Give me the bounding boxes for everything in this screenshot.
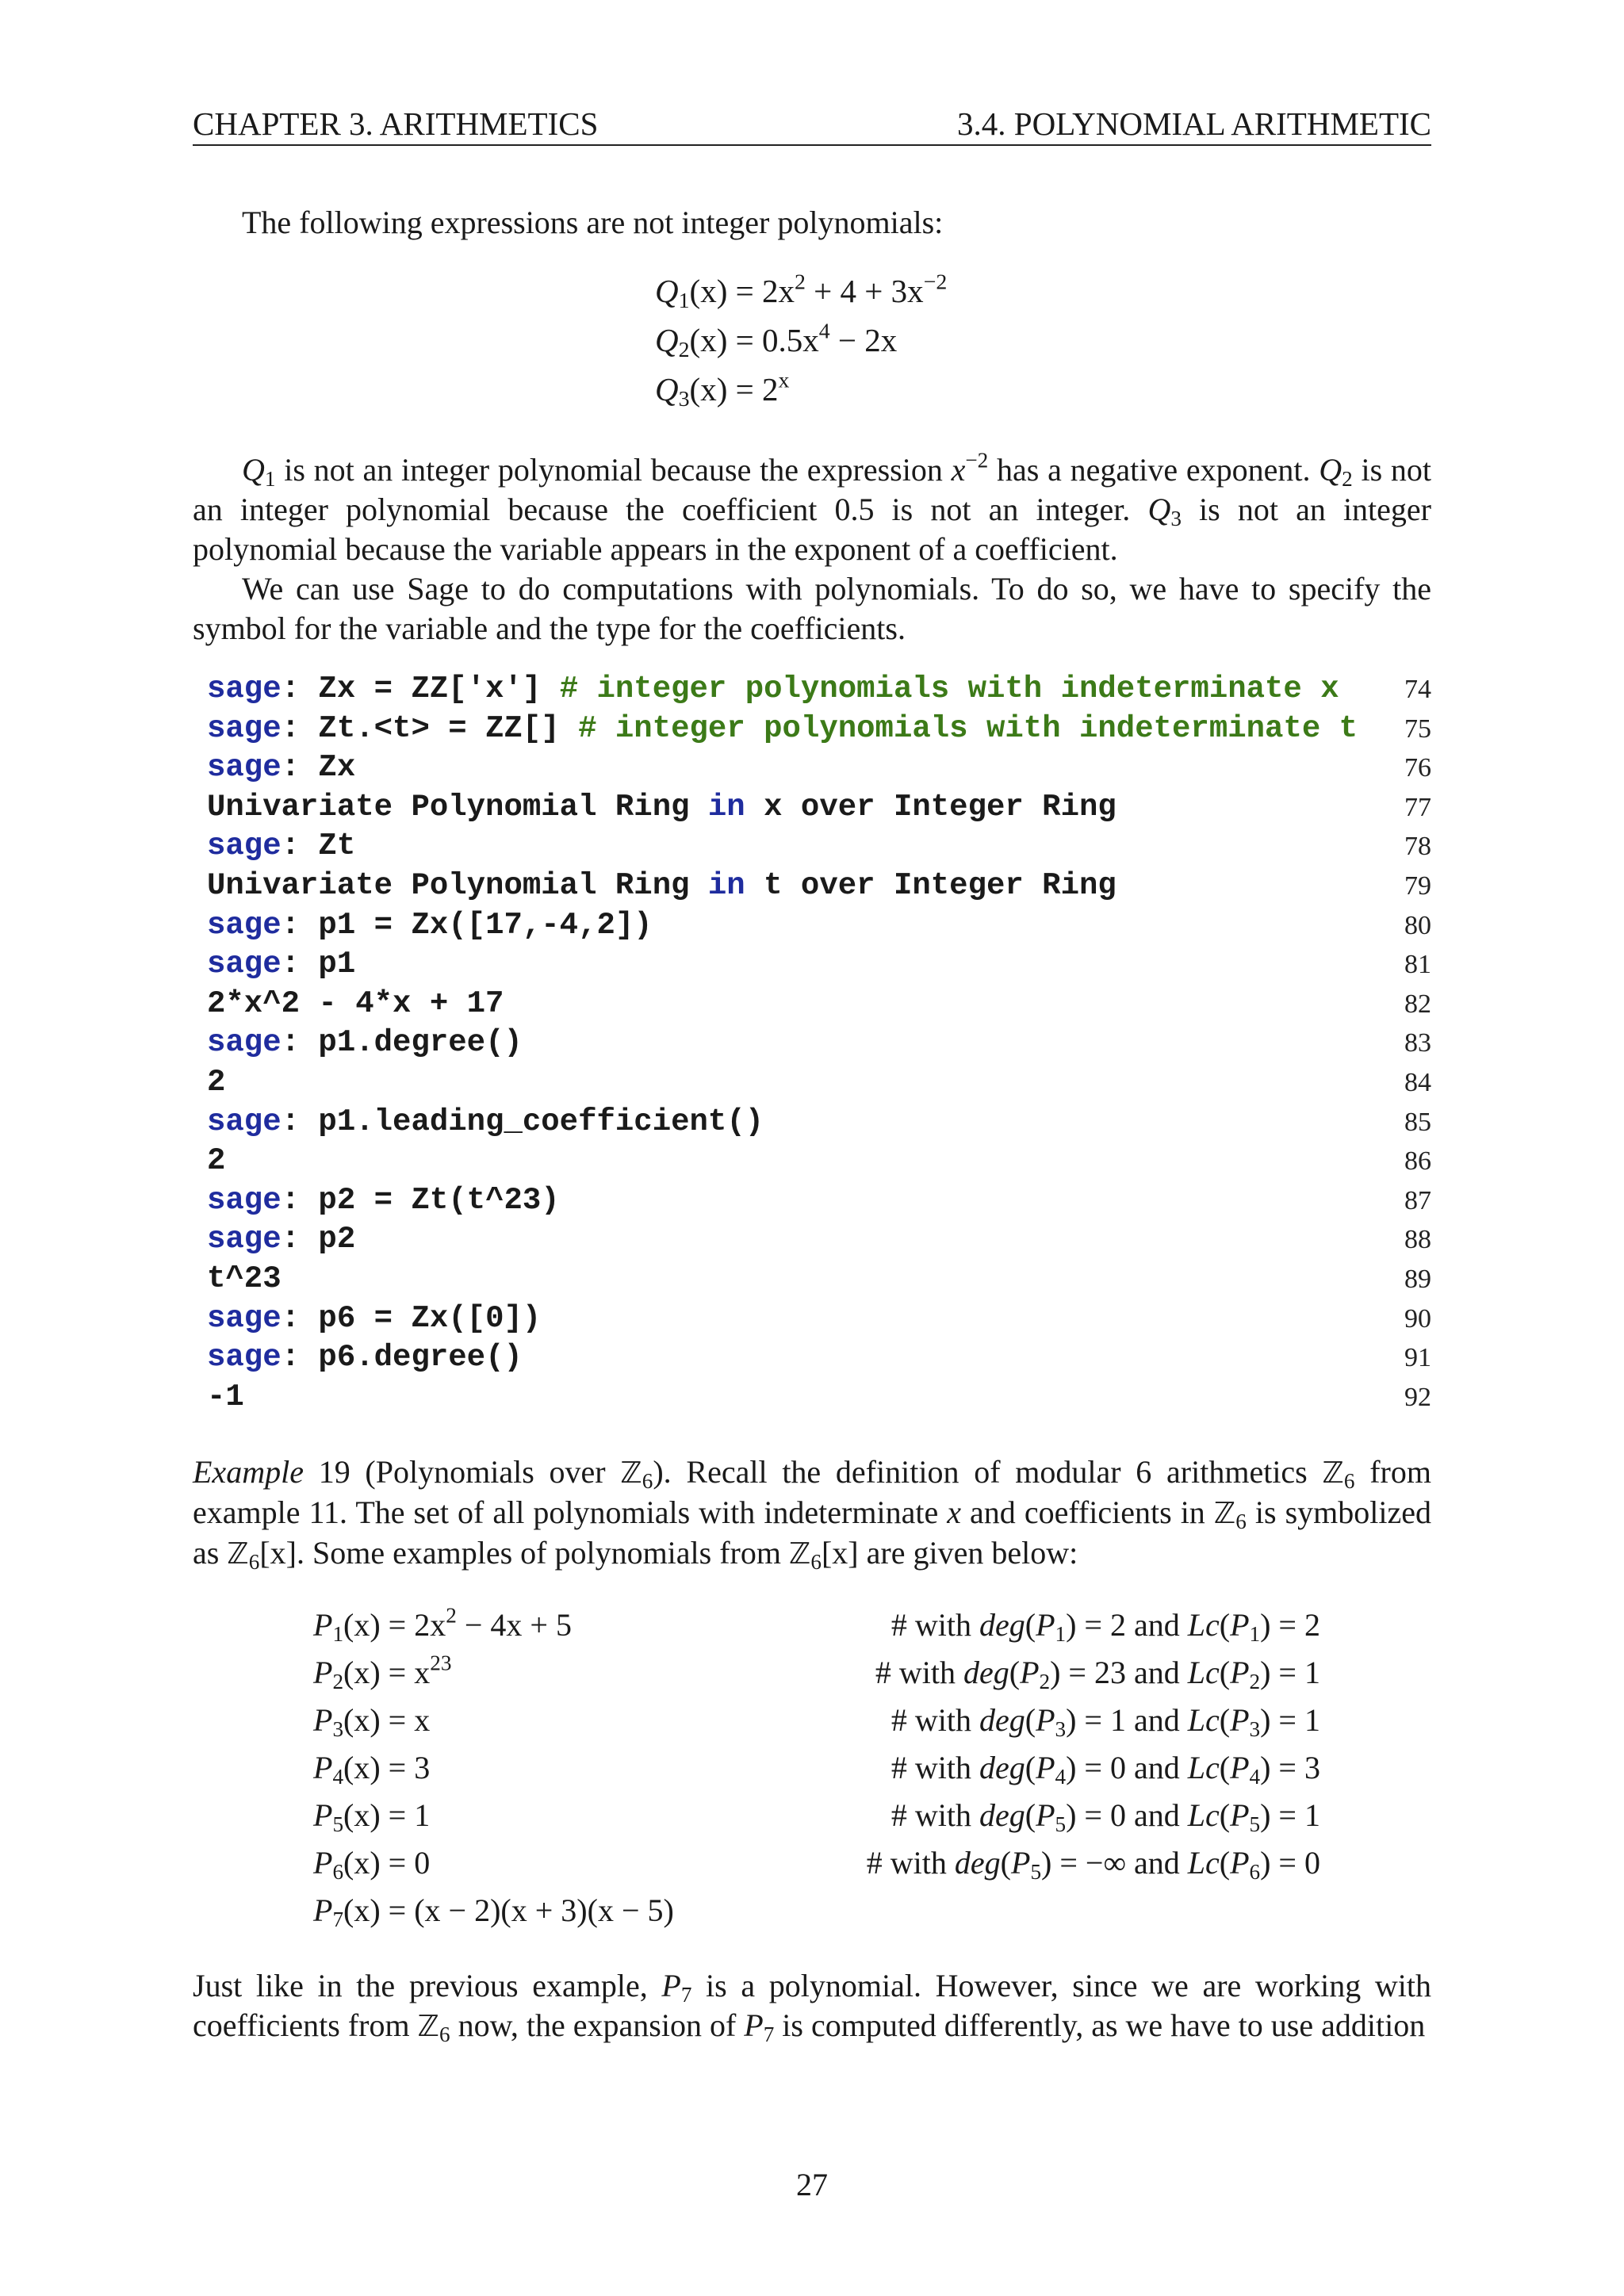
- sage-prompt: sage: [207, 1300, 282, 1336]
- code-line: sage: p1 = Zx([17,-4,2]) 80: [207, 906, 1431, 946]
- line-number: 83: [1404, 1028, 1431, 1058]
- line-number: 79: [1404, 871, 1431, 901]
- sage-prompt: sage: [207, 907, 282, 943]
- sage-prompt: sage: [207, 710, 282, 746]
- code-keyword: in: [707, 789, 745, 825]
- sage-prompt: sage: [207, 1222, 282, 1257]
- code-line: 2 84: [207, 1063, 1431, 1103]
- line-number: 76: [1404, 753, 1431, 783]
- line-number: 75: [1404, 714, 1431, 744]
- code-line: 2 86: [207, 1142, 1431, 1181]
- line-number: 91: [1404, 1343, 1431, 1373]
- p-equation: [313, 1649, 1320, 1697]
- line-number: 92: [1404, 1382, 1431, 1412]
- line-number: 90: [1404, 1303, 1431, 1334]
- line-number: 88: [1404, 1225, 1431, 1255]
- code-line: sage: Zx = ZZ['x'] # integer polynomials with indeterminate x 74: [207, 670, 1431, 710]
- p-equation: [313, 1792, 1320, 1839]
- p-equation-lhs: $P_2(x) = x^{23}$: [313, 1651, 452, 1693]
- code-line: Univariate Polynomial Ring in x over Integer Ring 77: [207, 788, 1431, 828]
- p-equation: [313, 1601, 1320, 1649]
- line-number: 84: [1404, 1067, 1431, 1097]
- code-line: sage: Zt 78: [207, 827, 1431, 867]
- code-comment: # integer polynomials with indeterminate x: [559, 672, 1339, 706]
- sage-prompt: sage: [207, 1025, 282, 1061]
- code-line: Univariate Polynomial Ring in t over Integer Ring 79: [207, 867, 1431, 906]
- code-line: t^23 89: [207, 1260, 1431, 1299]
- code-line: sage: Zx 76: [207, 748, 1431, 788]
- p-equation: [313, 1887, 1320, 1934]
- p-equation-comment: # with $deg(P_5)$ = −∞ and $Lc(P_6) = 0$: [866, 1845, 1320, 1884]
- line-number: 74: [1404, 675, 1431, 704]
- line-number: 82: [1404, 989, 1431, 1019]
- p-equation-comment: # with $deg(P_2) = 23$ and $Lc(P_2) = 1$: [875, 1655, 1320, 1693]
- sage-code-listing: [207, 670, 1431, 1417]
- p-equation-lhs: $P_1(x) = 2x^2 - 4x + 5$: [313, 1603, 572, 1646]
- page: [193, 0, 1431, 2296]
- code-line: sage: p1.leading_coefficient() 85: [207, 1103, 1431, 1142]
- line-number: 77: [1404, 792, 1431, 822]
- line-number: 85: [1404, 1107, 1431, 1137]
- sage-prompt: sage: [207, 672, 282, 706]
- p-equation-comment: # with $deg(P_4) = 0$ and $Lc(P_4) = 3$: [891, 1750, 1320, 1789]
- sage-prompt: sage: [207, 1340, 282, 1376]
- line-number: 87: [1404, 1185, 1431, 1215]
- line-number: 78: [1404, 832, 1431, 862]
- code-line: sage: p6 = Zx([0]) 90: [207, 1299, 1431, 1339]
- header-chapter: CHAPTER 3. ARITHMETICS: [193, 105, 599, 142]
- q-equations: [655, 266, 947, 414]
- line-number: 86: [1404, 1146, 1431, 1177]
- line-number: 81: [1404, 950, 1431, 980]
- p-equation-lhs: $P_6(x) = 0$: [313, 1845, 431, 1884]
- p-equation: [313, 1697, 1320, 1744]
- intro-paragraph: The following expressions are not integer polynomials:: [242, 205, 944, 240]
- line-number: 80: [1404, 910, 1431, 940]
- p-equation-lhs: $P_3(x) = x$: [313, 1702, 431, 1741]
- p-equation-lhs: $P_5(x) = 1$: [313, 1797, 431, 1836]
- q-equation: $Q_2(x) = 0.5x^4 - 2x$: [655, 319, 898, 362]
- line-number: 89: [1404, 1264, 1431, 1294]
- sage-intro-paragraph: We can use Sage to do computations with polynomials. To do so, we have to specify the symbol for the variable and the type for the coefficients.: [193, 571, 1431, 646]
- explanation-paragraph: $Q_1$ is not an integer polynomial because the expression $x^{-2}$ has a negative exponent. $Q_2$ is not an integer polynomial because the coefficient 0.5 is not an integer. $Q_3$ is not an integer polynomial because the variable appears in the exponent of a coefficient.: [193, 448, 1431, 567]
- code-keyword: in: [707, 867, 745, 903]
- code-line: sage: Zt.<t> = ZZ[] # integer polynomials with indeterminate t 75: [207, 710, 1431, 749]
- code-line: sage: p1.degree() 83: [207, 1024, 1431, 1063]
- code-line: 2*x^2 - 4*x + 17 82: [207, 985, 1431, 1024]
- code-comment: # integer polynomials with indeterminate t: [578, 710, 1358, 746]
- page-number: 27: [796, 2167, 828, 2202]
- p-equation-comment: # with $deg(P_3) = 1$ and $Lc(P_3) = 1$: [891, 1702, 1320, 1741]
- closing-paragraph: Just like in the previous example, $P_7$ is a polynomial. However, since we are working with coefficients from ℤ$_6$ now, the expansion of $P_7$ is computed differently, as we have to use addition: [193, 1968, 1432, 2046]
- running-header: [193, 101, 1431, 146]
- q-equation: $Q_1(x) = 2x^2 + 4 + 3x^{-2}$: [655, 270, 948, 313]
- sage-prompt: sage: [207, 947, 282, 982]
- p-equation-lhs: $P_7(x) = (x - 2)(x + 3)(x - 5)$: [313, 1892, 674, 1931]
- sage-prompt: sage: [207, 1182, 282, 1218]
- code-line: -1 92: [207, 1378, 1431, 1418]
- code-line: sage: p6.degree() 91: [207, 1338, 1431, 1378]
- p-equation-comment: # with $deg(P_5) = 0$ and $Lc(P_5) = 1$: [891, 1797, 1320, 1836]
- q-equation: $Q_3(x) = 2^x$: [655, 368, 790, 411]
- code-line: sage: p2 88: [207, 1220, 1431, 1260]
- example-paragraph: Example 19 (Polynomials over ℤ$_6$). Recall the definition of modular 6 arithmetics ℤ$_6$ from example 11. The set of all polynomials with indeterminate x and coefficients in ℤ$_6$ is symbolized as ℤ$_6$[x]. Some examples of polynomials from ℤ$_6$[x] are given below:: [193, 1454, 1431, 1574]
- sage-prompt: sage: [207, 1104, 282, 1139]
- p-equation-lhs: $P_4(x) = 3$: [313, 1750, 431, 1789]
- sage-prompt: sage: [207, 750, 282, 786]
- p-equation: [313, 1744, 1320, 1792]
- header-section: 3.4. POLYNOMIAL ARITHMETIC: [957, 105, 1431, 142]
- p-equations: [313, 1601, 1320, 1934]
- sage-prompt: sage: [207, 828, 282, 864]
- p-equation: [313, 1839, 1320, 1887]
- p-equation-comment: # with $deg(P_1) = 2$ and $Lc(P_1) = 2$: [891, 1607, 1320, 1646]
- code-line: sage: p2 = Zt(t^23) 87: [207, 1181, 1431, 1221]
- code-line: sage: p1 81: [207, 945, 1431, 985]
